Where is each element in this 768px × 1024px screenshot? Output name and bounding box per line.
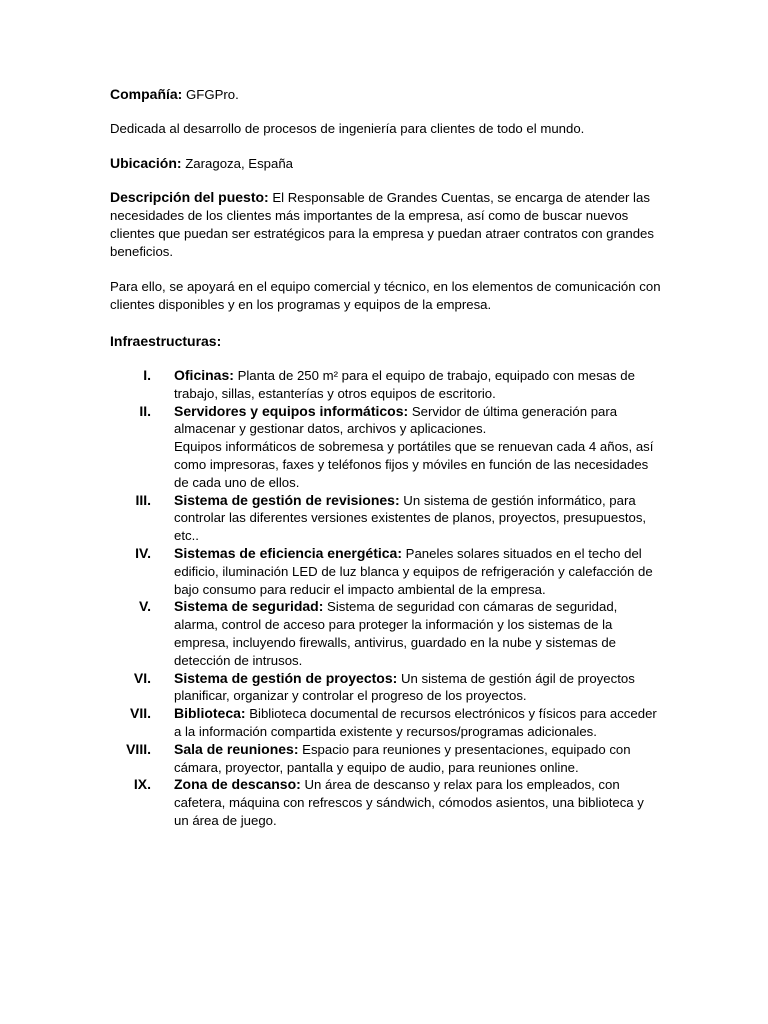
list-item-number: II.: [139, 402, 151, 419]
list-item-number: V.: [139, 598, 151, 615]
list-item-term: Sistema de gestión de revisiones:: [174, 491, 400, 508]
job-description-paragraph: [110, 188, 662, 261]
intro-paragraph: Dedicada al desarrollo de procesos de ingeniería para clientes de todo el mundo.: [110, 121, 585, 136]
location-value: Zaragoza, España: [181, 156, 294, 171]
list-item: [110, 670, 662, 706]
list-item: [110, 492, 662, 545]
infrastructure-list: [110, 367, 662, 830]
list-item-number: I.: [143, 367, 151, 383]
company-label: Compañía:: [110, 86, 183, 102]
list-item-term: Oficinas:: [174, 367, 234, 383]
location-line: [110, 154, 662, 173]
job-description-label: Descripción del puesto:: [110, 189, 269, 205]
list-item-number: VII.: [129, 705, 151, 722]
list-item: [110, 367, 662, 403]
list-item: [110, 776, 662, 829]
list-item-term: Sala de reuniones:: [174, 740, 299, 757]
support-paragraph: Para ello, se apoyará en el equipo comercial y técnico, en los elementos de comunicación con clientes disponibles y en los programas y equipos de la empresa.: [110, 279, 661, 312]
list-item: [110, 403, 662, 492]
list-item-text: Un sistema de gestión ágil de proyectos planificar, organizar y controlar el progreso de los proyectos.: [174, 670, 635, 704]
list-item-number: VI.: [133, 669, 151, 686]
infrastructure-heading: Infraestructuras:: [110, 333, 222, 349]
list-item-term: Sistema de gestión de proyectos:: [174, 669, 398, 686]
list-item-text: Un sistema de gestión informático, para controlar las diferentes versiones existentes de planos, proyectos, presupuestos, etc..: [174, 492, 647, 544]
list-item-term: Sistemas de eficiencia energética:: [174, 544, 402, 561]
list-item: [110, 741, 662, 777]
list-item-extra-text: Equipos informáticos de sobremesa y portátiles que se renuevan cada 4 años, así como impresoras, faxes y teléfonos fijos y móviles en función de las necesidades de cada uno de ellos.: [174, 439, 654, 490]
list-item-term: Zona de descanso:: [174, 776, 301, 793]
list-item-number: IV.: [135, 544, 151, 561]
list-item: [110, 598, 662, 669]
location-label: Ubicación:: [110, 155, 182, 171]
list-item-term: Sistema de seguridad:: [174, 598, 324, 615]
list-item-text: Un área de descanso y relax para los empleados, con cafetera, máquina con refrescos y sándwich, cómodos asientos, una biblioteca y un área de juego.: [174, 777, 644, 828]
list-item-text: Paneles solares situados en el techo del edificio, iluminación LED de luz blanca y equipos de refrigeración y calefacción de bajo consumo para reducir el impacto ambiental de la empresa.: [174, 545, 653, 597]
list-item-text: Planta de 250 m² para el equipo de trabajo, equipado con mesas de trabajo, sillas, estanterías y otros equipos de escritorio.: [174, 368, 635, 401]
list-item-text: Servidor de última generación para almacenar y gestionar datos, archivos y aplicaciones.: [174, 403, 618, 437]
list-item-number: VIII.: [126, 740, 151, 757]
list-item-text: Sistema de seguridad con cámaras de seguridad, alarma, control de acceso para proteger la información y los sistemas de la empresa, incluyendo firewalls, antivirus, guardado en la nube y sistemas de detección de intrusos.: [174, 599, 618, 668]
list-item: [110, 545, 662, 598]
list-item: [110, 705, 662, 741]
list-item-text: Espacio para reuniones y presentaciones, equipado con cámara, proyector, pantalla y equipo de audio, para reuniones online.: [174, 741, 631, 775]
list-item-number: IX.: [133, 776, 151, 793]
company-value: GFGPro.: [182, 87, 239, 102]
list-item-term: Servidores y equipos informáticos:: [174, 402, 409, 419]
list-item-term: Biblioteca:: [174, 705, 246, 722]
company-line: [110, 85, 662, 104]
list-item-number: III.: [135, 491, 151, 508]
job-description-text: El Responsable de Grandes Cuentas, se encarga de atender las necesidades de los clientes más importantes de la empresa, así como de buscar nuevos clientes que puedan ser estratégicos para la empresa y puedan atraer contratos con grandes beneficios.: [110, 190, 654, 259]
list-item-text: Biblioteca documental de recursos electrónicos y físicos para acceder a la información compartida existente y recursos/programas adicionales.: [174, 706, 657, 739]
document-page: [110, 85, 662, 830]
